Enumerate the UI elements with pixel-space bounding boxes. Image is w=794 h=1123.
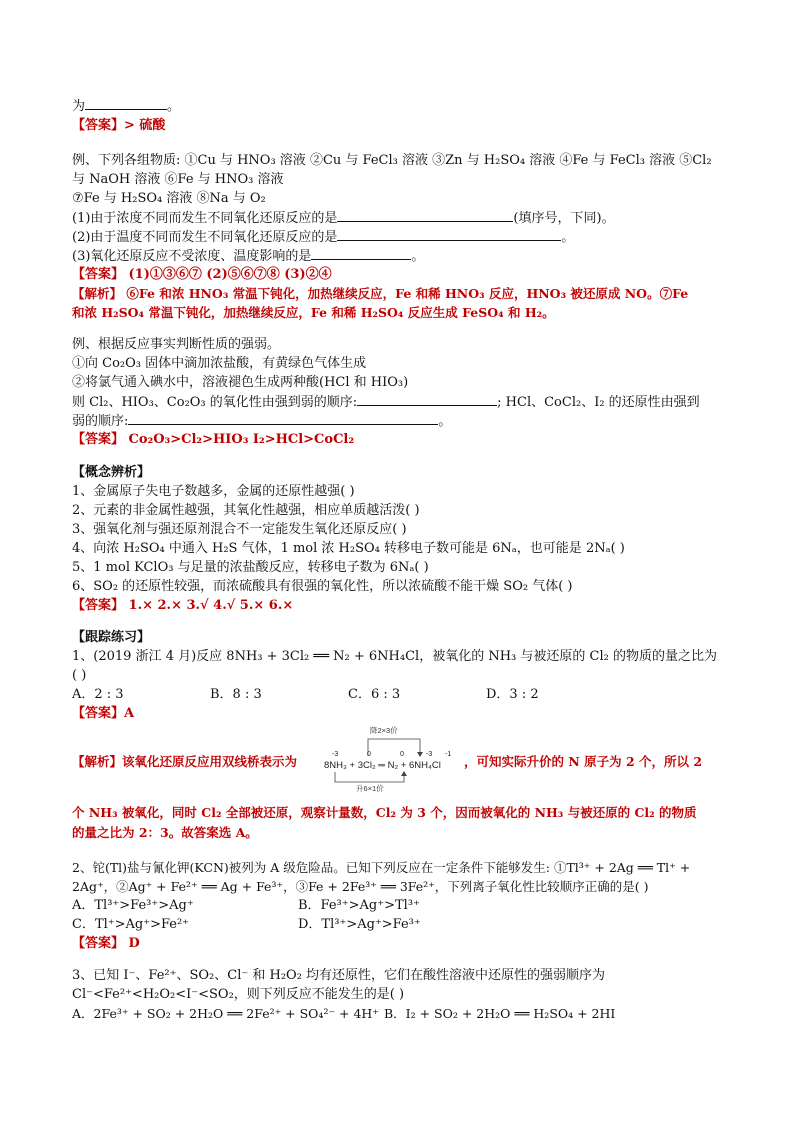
q0-line (72, 96, 180, 115)
concept-answer: 【答案】 1.× 2.× 3.√ 4.√ 5.× 6.× (72, 598, 294, 613)
concept-item: 6、SO₂ 的还原性较强，而浓硫酸具有很强的氧化性，所以浓硫酸不能干燥 SO₂ 气体( ) (72, 579, 573, 594)
practice-q1-explain-tail: ，可知实际升价的 N 原子为 2 个，所以 2 (464, 754, 703, 769)
diagram-ox-n-left: -3 (332, 751, 339, 758)
ex1-q2 (72, 227, 574, 246)
ex1-q1 (72, 208, 615, 227)
ex1-q1-text: (1)由于浓度不同而发生不同氧化还原反应的是 (72, 211, 338, 226)
ex2-answer: 【答案】 Co₂O₃>Cl₂>HIO₃ I₂>HCl>CoCl₂ (72, 432, 355, 447)
ex2-line4-tail: ; HCl、CoCl₂、I₂ 的还原性由强到 (497, 395, 700, 410)
practice-q1-explain-2: 个 NH₃ 被氧化，同时 Cl₂ 全部被还原，观察计量数，Cl₂ 为 3 个，因而被氧化的 NH₃ 与被还原的 Cl₂ 的物质 (72, 805, 697, 820)
ex1-q3-text: (3)氧化还原反应不受浓度、温度影响的是 (72, 249, 312, 264)
q0-prefix: 为 (72, 99, 86, 114)
ex1-explain-1: 【解析】 ⑥Fe 和浓 HNO₃ 常温下钝化，加热继续反应，Fe 和稀 HNO₃ 反应，HNO₃ 被还原成 NO。⑦Fe (72, 286, 689, 301)
ex2-line4-text: 则 Cl₂、HIO₃、Co₂O₃ 的氧化性由强到弱的顺序: (72, 395, 358, 410)
option-d[interactable]: D．Tl³⁺>Ag⁺>Fe³⁺ (298, 917, 421, 932)
ex1-q1-tail: (填序号，下同)。 (513, 211, 615, 226)
ex2-line5-text: 弱的顺序: (72, 414, 129, 429)
practice-heading: 【跟踪练习】 (72, 630, 151, 645)
ex1-explain-2: 和浓 H₂SO₄ 常温下钝化，加热继续反应，Fe 和稀 H₂SO₄ 反应生成 FeSO₄ 和 H₂。 (72, 305, 555, 320)
answer-blank[interactable] (311, 246, 411, 260)
diagram-bottom-label: 升6×1价 (356, 784, 384, 792)
ex2-line2: ①向 Co₂O₃ 固体中滴加浓盐酸，有黄绿色气体生成 (72, 356, 367, 371)
ex1-line3: ⑦Fe 与 H₂SO₄ 溶液 ⑧Na 与 O₂ (72, 191, 266, 206)
ex2-line5 (72, 411, 451, 430)
diagram-bottom-bridge (335, 772, 404, 782)
practice-q3-stem: 3、已知 I⁻、Fe²⁺、SO₂、Cl⁻ 和 H₂O₂ 均有还原性，它们在酸性溶液中还原性的强弱顺序为 (72, 968, 606, 983)
ex1-line2: 与 NaOH 溶液 ⑥Fe 与 HNO₃ 溶液 (72, 172, 284, 187)
diagram-ox-n-right: 0 (400, 751, 404, 758)
practice-q1-answer: 【答案】A (72, 706, 135, 721)
ex1-q3-tail: 。 (411, 249, 425, 264)
option-c[interactable]: C．6 : 3 (348, 687, 401, 702)
ex1-answer: 【答案】 (1)①③⑥⑦ (2)⑤⑥⑦⑧ (3)②④ (72, 267, 332, 282)
practice-q1-stem: 1、(2019 浙江 4 月)反应 8NH₃ + 3Cl₂ ══ N₂ + 6NH₄Cl，被氧化的 NH₃ 与被还原的 Cl₂ 的物质的量之比为 (72, 649, 717, 664)
practice-q2-stem: 2、铊(Tl)盐与氰化钾(KCN)被列为 A 级危险品。已知下列反应在一定条件下能够发生: ①Tl³⁺ + 2Ag ══ Tl⁺ + (72, 860, 691, 875)
diagram-ox-cl-left: 0 (367, 751, 371, 758)
ex1-q3 (72, 246, 424, 265)
ex1-line1: 例、下列各组物质: ①Cu 与 HNO₃ 溶液 ②Cu 与 FeCl₃ 溶液 ③Zn 与 H₂SO₄ 溶液 ④Fe 与 FeCl₃ 溶液 ⑤Cl₂ (72, 153, 712, 168)
arrow-head-icon (417, 752, 423, 757)
practice-q1-explain-lead: 【解析】该氧化还原反应用双线桥表示为 (72, 754, 298, 769)
answer-blank[interactable] (128, 411, 438, 425)
option-a[interactable]: A．2 : 3 (72, 687, 124, 702)
option-b[interactable]: B．8 : 3 (210, 687, 262, 702)
ex1-q2-tail: 。 (561, 230, 575, 245)
practice-q2-answer: 【答案】 D (72, 936, 140, 951)
q0-answer: 【答案】> 硫酸 (72, 118, 166, 133)
diagram-top-bridge (368, 739, 420, 756)
arrow-head-icon (401, 771, 407, 776)
concept-heading: 【概念辨析】 (72, 465, 151, 480)
diagram-ox-cl-right: -1 (445, 751, 452, 758)
practice-q2-stem: 2Ag⁺，②Ag⁺ + Fe²⁺ ══ Ag + Fe³⁺，③Fe + 2Fe³⁺ ══ 3Fe²⁺，下列离子氧化性比较顺序正确的是( ) (72, 879, 649, 894)
diagram-ox-n-nh4: -3 (426, 751, 433, 758)
option-b[interactable]: B．I₂ + SO₂ + 2H₂O ══ H₂SO₄ + 2HI (384, 1006, 616, 1021)
ex2-line4 (72, 392, 700, 411)
option-c[interactable]: C．Tl⁺>Ag⁺>Fe²⁺ (72, 917, 190, 932)
answer-blank[interactable] (357, 392, 497, 406)
concept-item: 3、强氧化剂与强还原剂混合不一定能发生氧化还原反应( ) (72, 522, 407, 537)
diagram-equation: 8NH₃ + 3Cl₂ ═ N₂ + 6NH₄Cl (324, 760, 441, 771)
answer-blank[interactable] (337, 227, 561, 241)
option-b[interactable]: B．Fe³⁺>Ag⁺>Tl³⁺ (298, 898, 420, 913)
ex2-line3: ②将氯气通入碘水中，溶液褪色生成两种酸(HCl 和 HIO₃) (72, 375, 409, 390)
q0-period: 。 (167, 99, 181, 114)
double-bridge-diagram (318, 724, 460, 792)
option-a[interactable]: A．Tl³⁺>Fe³⁺>Ag⁺ (72, 898, 194, 913)
diagram-top-label: 降2×3价 (370, 726, 398, 735)
option-a[interactable]: A．2Fe³⁺ + SO₂ + 2H₂O ══ 2Fe²⁺ + SO₄²⁻ + 4H⁺ (72, 1006, 379, 1021)
concept-item: 1、金属原子失电子数越多，金属的还原性越强( ) (72, 484, 355, 499)
answer-blank[interactable] (337, 208, 513, 222)
answer-blank[interactable] (85, 96, 167, 110)
ex1-q2-text: (2)由于温度不同而发生不同氧化还原反应的是 (72, 230, 338, 245)
concept-item: 2、元素的非金属性越强，其氧化性越强，相应单质越活泼( ) (72, 503, 420, 518)
option-d[interactable]: D．3 : 2 (486, 687, 539, 702)
concept-item: 4、向浓 H₂SO₄ 中通入 H₂S 气体，1 mol 浓 H₂SO₄ 转移电子数可能是 6Nₐ，也可能是 2Nₐ( ) (72, 541, 625, 556)
practice-q1-explain-3: 的量之比为 2：3。故答案选 A。 (72, 825, 258, 840)
ex2-line1: 例、根据反应事实判断性质的强弱。 (72, 337, 281, 352)
concept-item: 5、1 mol KClO₃ 与足量的浓盐酸反应，转移电子数为 6Nₐ( ) (72, 560, 429, 575)
ex2-line5-tail: 。 (438, 414, 452, 429)
practice-q3-stem: Cl⁻<Fe²⁺<H₂O₂<I⁻<SO₂，则下列反应不能发生的是( ) (72, 987, 405, 1002)
practice-q1-stem: ( ) (72, 668, 87, 683)
